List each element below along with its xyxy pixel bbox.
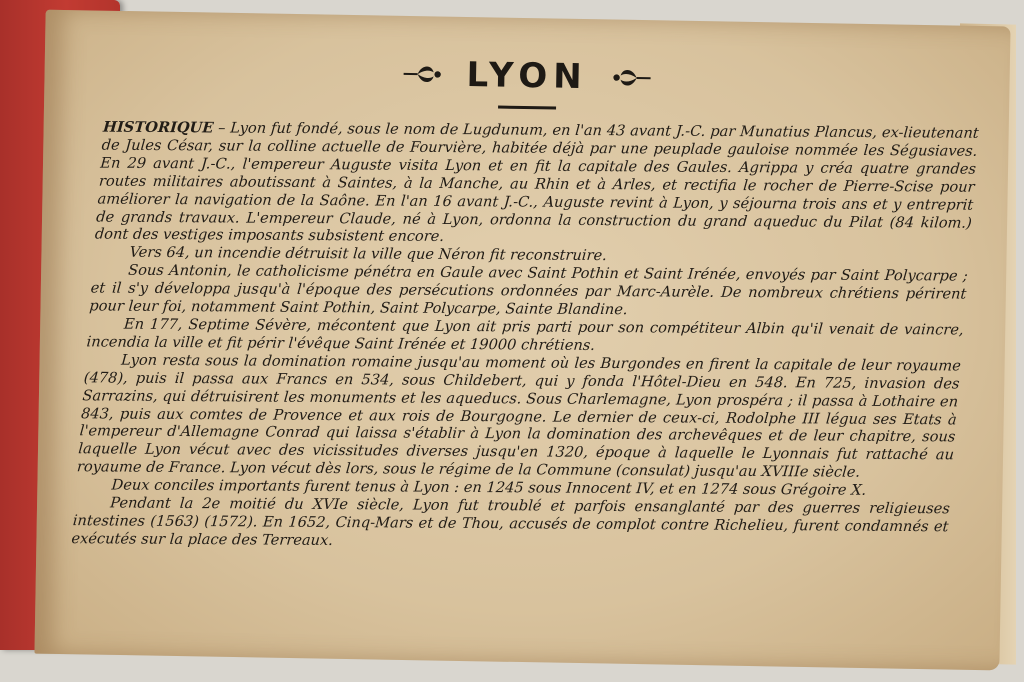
paragraph: Vers 64, un incendie détruisit la ville que Néron fit reconstruire. — [128, 244, 608, 265]
book-page — [34, 10, 1010, 671]
page-title: LYON — [466, 54, 589, 98]
paragraph: Sous Antonin, le catholicisme pénétra en Gaule avec Saint Pothin et Saint Irénée, envoyés par Saint Polycarpe ; et il s'y développa jusqu'à l'époque des persécutions ordonnées par Marc-Aurèle. De nombreux chrétiens périrent pour leur foi, notamment Saint Pothin, Saint Polycarpe, Sainte Blandine. — [88, 261, 969, 319]
paragraph: Deux conciles importants furent tenus à Lyon : en 1245 sous Innocent IV, et en 1274 sous Grégoire X. — [110, 476, 867, 499]
title-underline — [498, 106, 556, 110]
section-heading: HISTORIQUE — [102, 118, 215, 137]
history-text — [71, 119, 980, 554]
paragraph: Lyon resta sous la domination romaine jusqu'au moment où les Burgondes en firent la capitale de leur royaume (478), puis il passa aux Francs en 534, sous Childebert, qui y fonda l'Hôtel-Dieu en 548. En 725, invasion des Sarrazins, qui détruisirent les monuments et les aqueducs. Sous Charlemagne, Lyon prospéra ; il passa à Lothaire en 843, puis aux comtes de Provence et aux rois de Bourgogne. Le dernier de ceux-ci, Rodolphe III légua ses Etats à l'empereur d'Allemagne Conrad qui laissa s'établir à Lyon la domination des archevêques et de leur chapitre, sous laquelle Lyon vécut avec des vicissitudes diverses jusqu'en 1320, époque à laquelle le Lyonnais fut rattaché au royaume de France. Lyon vécut dès lors, sous le régime de la Commune (consulat) jusqu'au XVIIIe siècle. — [76, 351, 962, 481]
paragraph — [94, 119, 979, 250]
paragraph: En 177, Septime Sévère, mécontent que Lyon ait pris parti pour son compétiteur Albin qu'il venait de vaincre, incendia la ville et fit périr l'évêque Saint Irénée et 19000 chrétiens. — [85, 315, 965, 354]
paragraph-text: – Lyon fut fondé, sous le nom de Lugdunum, en l'an 43 avant J.-C. par Munatius Plancus, ex-lieutenant de Jules César, sur la colline actuelle de Fourvière, habitée déjà par une peuplade gauloise nommée les Ségusiaves. En 29 avant J.-C., l'empereur Auguste visita Lyon et en fit la capitale des Gaules. Agrippa y créa quatre grandes routes militaires aboutissant à Saintes, à la Manche, au Rhin et à Arles, et rectifia le rocher de Pierre-Scise pour améliorer la navigation de la Saône. En l'an 16 avant J.-C., Auguste revint à Lyon, y séjourna trois ans et y entreprit de grands travaux. L'empereur Claude, né à Lyon, ordonna la construction du grand aqueduc du Pilat (84 kilom.) dont des vestiges imposants subsistent encore. — [94, 119, 980, 246]
title-row — [44, 48, 1010, 105]
paragraph: Pendant la 2e moitié du XVIe siècle, Lyon fut troublé et parfois ensanglanté par des guerres religieuses intestines (1563) (1572). En 1652, Cinq-Mars et de Thou, accusés de complot contre Richelieu, furent condamnés et exécutés sur la place des Terreaux. — [70, 494, 951, 549]
right-fleuron-icon — [611, 65, 653, 92]
left-fleuron-icon — [401, 61, 443, 88]
